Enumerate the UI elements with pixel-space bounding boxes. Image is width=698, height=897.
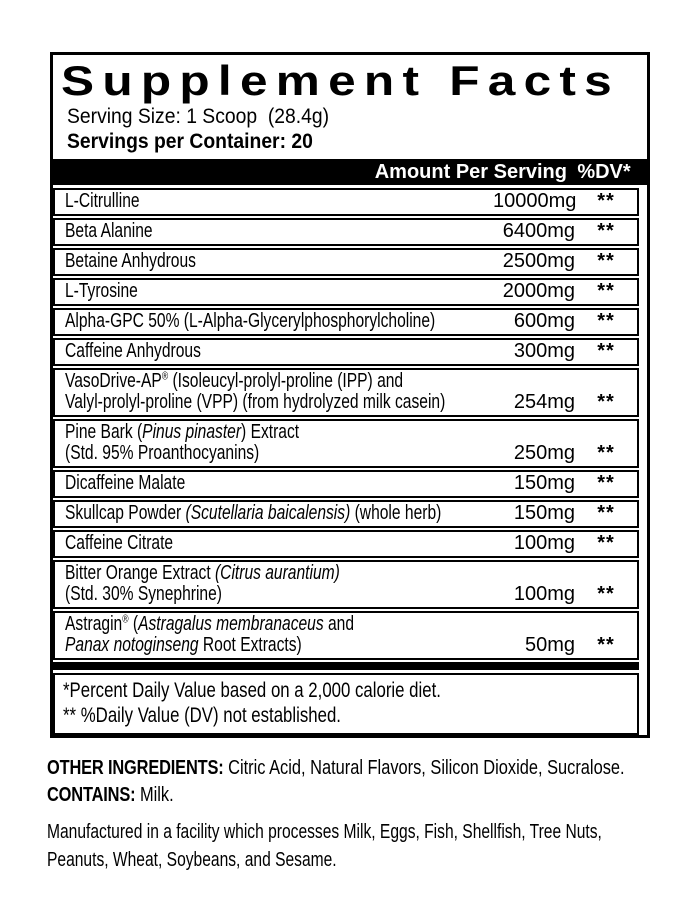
ingredient-name: L-Tyrosine [65, 280, 138, 302]
ingredient-name: Pine Bark (Pinus pinaster) Extract (Std. 95% Proanthocyanins) [65, 421, 300, 464]
ingredient-name: VasoDrive-AP® (Isoleucyl-prolyl-proline (IPP) and Valyl-prolyl-proline (VPP) (from hydrolyzed milk casein) [65, 370, 446, 413]
table-row [53, 560, 639, 609]
other-ingredients-text: Citric Acid, Natural Flavors, Silicon Dioxide, Sucralose. [223, 757, 625, 779]
table-row [53, 278, 639, 306]
ingredient-name: Caffeine Citrate [65, 532, 174, 554]
ingredient-amount: 6400mg [502, 220, 575, 242]
ingredient-dv: ** [597, 472, 615, 494]
ingredient-dv: ** [597, 250, 615, 272]
facility-notice-line-1: Manufactured in a facility which processes Milk, Eggs, Fish, Shellfish, Tree Nuts, [47, 821, 602, 843]
ingredient-amount: 150mg [513, 472, 575, 494]
ingredient-dv: ** [597, 190, 615, 212]
dv-header: %DV* [577, 161, 631, 183]
table-row [53, 419, 639, 468]
ingredient-amount: 50mg [524, 634, 575, 656]
ingredient-dv: ** [597, 502, 615, 524]
ingredient-name: L-Citrulline [65, 190, 140, 212]
other-ingredients-line [47, 755, 625, 782]
ingredient-dv: ** [597, 391, 615, 413]
ingredient-name: Alpha-GPC 50% (L-Alpha-Glycerylphosphorylcholine) [65, 310, 436, 332]
ingredient-name: Dicaffeine Malate [65, 472, 186, 494]
ingredient-amount: 600mg [513, 310, 575, 332]
ingredient-amount: 2500mg [502, 250, 575, 272]
table-row [53, 338, 639, 366]
serving-size-text: Serving Size: 1 Scoop (28.4g) [67, 105, 330, 128]
table-row [53, 248, 639, 276]
ingredient-name: Astragin® (Astragalus membranaceus and Panax notoginseng Root Extracts) [65, 613, 355, 656]
page-title: Supplement Facts [61, 57, 621, 104]
ingredient-dv: ** [597, 532, 615, 554]
table-row [53, 368, 639, 417]
ingredient-dv: ** [597, 310, 615, 332]
ingredient-amount: 300mg [513, 340, 575, 362]
table-row [53, 530, 639, 558]
table-row [53, 470, 639, 498]
contains-line [47, 782, 581, 809]
below-panel-text [47, 755, 698, 874]
ingredient-name: Betaine Anhydrous [65, 250, 196, 272]
other-ingredients-label: OTHER INGREDIENTS: [47, 757, 224, 779]
footnotes-box [53, 673, 639, 735]
ingredient-rows [53, 185, 647, 660]
thick-divider [53, 662, 639, 670]
ingredient-amount: 10000mg [493, 190, 577, 212]
table-row [53, 308, 639, 336]
ingredient-name: Bitter Orange Extract (Citrus aurantium) (Std. 30% Synephrine) [65, 562, 340, 605]
ingredient-name: Skullcap Powder (Scutellaria baicalensis) (whole herb) [65, 502, 442, 524]
ingredient-amount: 100mg [513, 532, 575, 554]
table-row [53, 218, 639, 246]
ingredient-name: Beta Alanine [65, 220, 153, 242]
table-row [53, 611, 639, 660]
footnote-daily-value: *Percent Daily Value based on a 2,000 calorie diet. [63, 679, 441, 702]
table-row [53, 500, 639, 528]
facility-notice-line-2: Peanuts, Wheat, Soybeans, and Sesame. [47, 849, 337, 871]
ingredient-dv: ** [597, 220, 615, 242]
ingredient-dv: ** [597, 634, 615, 656]
ingredient-amount: 2000mg [502, 280, 575, 302]
footnote-dv-not-established: ** %Daily Value (DV) not established. [63, 704, 341, 727]
ingredient-name: Caffeine Anhydrous [65, 340, 201, 362]
column-header-bar [53, 159, 647, 185]
ingredient-dv: ** [597, 340, 615, 362]
ingredient-dv: ** [597, 583, 615, 605]
facility-notice [47, 818, 698, 874]
ingredient-amount: 150mg [513, 502, 575, 524]
ingredient-dv: ** [597, 280, 615, 302]
ingredient-amount: 100mg [513, 583, 575, 605]
ingredient-amount: 250mg [513, 442, 575, 464]
contains-text: Milk. [135, 784, 174, 806]
table-row [53, 188, 639, 216]
supplement-facts-panel [50, 52, 650, 738]
ingredient-dv: ** [597, 442, 615, 464]
title-section [53, 55, 647, 159]
servings-per-container-text: Servings per Container: 20 [67, 130, 313, 153]
contains-label: CONTAINS: [47, 784, 136, 806]
ingredient-amount: 254mg [513, 391, 575, 413]
amount-per-serving-header: Amount Per Serving [374, 161, 567, 183]
